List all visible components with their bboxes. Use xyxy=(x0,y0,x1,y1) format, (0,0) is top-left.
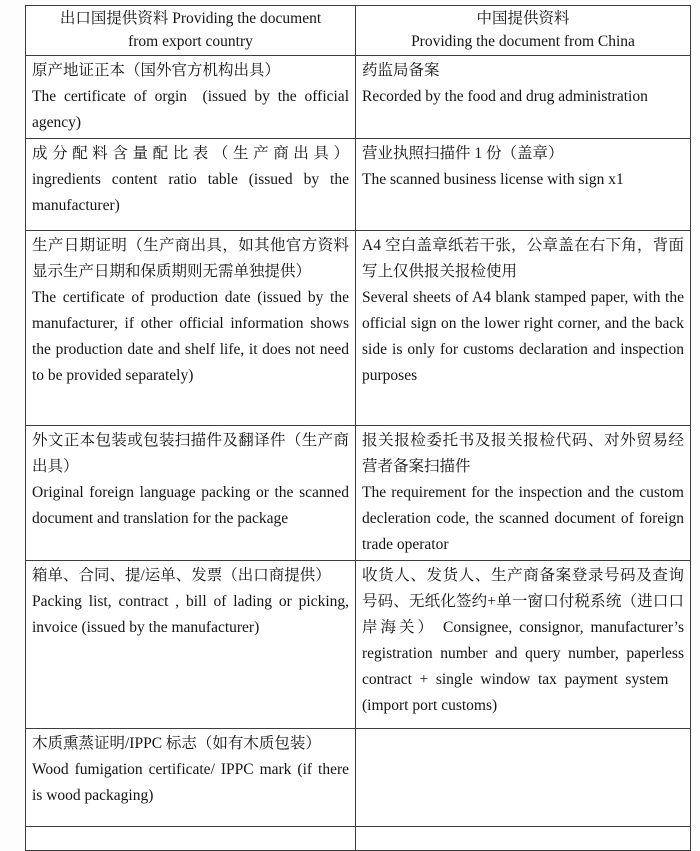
cell-ingredients-ratio-table xyxy=(26,139,356,231)
cell-empty xyxy=(26,827,356,851)
table-row xyxy=(26,729,691,827)
cell-text-en: ingredients content ratio table (issued by the manufacturer) xyxy=(32,171,349,214)
cell-text-zh: 生产日期证明（生产商出具，如其他官方资料显示生产日期和保质期则无需单独提供） xyxy=(32,237,349,280)
cell-certificate-of-origin xyxy=(26,56,356,139)
cell-packing-list-contract-invoice xyxy=(26,561,356,729)
table-row xyxy=(26,56,691,139)
table-row xyxy=(26,426,691,561)
header-cell-export-country xyxy=(26,6,356,56)
document-requirements-table xyxy=(25,5,691,851)
header-china-line-2: Providing the document from China xyxy=(411,33,635,50)
cell-text-zh: 药监局备案 xyxy=(362,62,440,79)
cell-business-license-scan xyxy=(356,139,691,231)
cell-a4-stamped-paper xyxy=(356,231,691,426)
cell-text-zh: 外文正本包装或包装扫描件及翻译件（生产商出具） xyxy=(32,432,349,475)
cell-production-date-certificate xyxy=(26,231,356,426)
header-export-line-2: from export country xyxy=(128,33,253,50)
cell-customs-declaration-codes xyxy=(356,426,691,561)
cell-text-zh-en: 收货人、发货人、生产商备案登录号码及查询号码、无纸化签约+单一窗口付税系统（进口口岸海关） Consignee, consignor, manufacturer’s registration number and query number, paperless contract + single window tax payment system (import port customs) xyxy=(362,567,684,714)
cell-text-en: The certificate of production date (issued by the manufacturer, if other official information shows the production date and shelf life, it does not need to be provided separately) xyxy=(32,289,349,384)
cell-text-zh: 木质熏蒸证明/IPPC 标志（如有木质包装） xyxy=(32,735,321,752)
cell-text-en: Several sheets of A4 blank stamped paper, with the official sign on the lower right corner, and the back side is only for customs declaration and inspection purposes xyxy=(362,289,684,384)
table-row xyxy=(26,231,691,426)
cell-foreign-packing-translation xyxy=(26,426,356,561)
cell-empty xyxy=(356,729,691,827)
cell-wood-fumigation-certificate xyxy=(26,729,356,827)
cell-text-en: The scanned business license with sign x1 xyxy=(362,171,624,188)
cell-text-zh: 箱单、合同、提/运单、发票（出口商提供） xyxy=(32,567,331,584)
cell-text-en: Wood fumigation certificate/ IPPC mark (if there is wood packaging) xyxy=(32,761,349,804)
cell-text-en: Original foreign language packing or the scanned document and translation for the package xyxy=(32,484,349,527)
table-row xyxy=(26,561,691,729)
table-row-empty xyxy=(26,827,691,851)
cell-text-zh: 报关报检委托书及报关报检代码、对外贸易经营者备案扫描件 xyxy=(362,432,684,475)
cell-text-zh: A4 空白盖章纸若干张，公章盖在右下角，背面写上仅供报关报检使用 xyxy=(362,237,684,280)
cell-text-en: The certificate of orgin (issued by the official agency) xyxy=(32,88,349,131)
cell-text-en: The requirement for the inspection and the custom decleration code, the scanned document of foreign trade operator xyxy=(362,484,684,553)
cell-text-en: Recorded by the food and drug administration xyxy=(362,88,648,105)
table-header-row xyxy=(26,6,691,56)
header-china-line-1: 中国提供资料 xyxy=(476,10,570,27)
cell-text-zh: 原产地证正本（国外官方机构出具） xyxy=(32,62,281,79)
table-row xyxy=(26,139,691,231)
cell-drug-administration-record xyxy=(356,56,691,139)
cell-consignee-registration-numbers xyxy=(356,561,691,729)
cell-text-zh: 营业执照扫描件 1 份（盖章） xyxy=(362,145,564,162)
cell-text-zh: 成分配料含量配比表（生产商出具） xyxy=(32,145,349,162)
cell-empty xyxy=(356,827,691,851)
header-export-line-1: 出口国提供资料 Providing the document xyxy=(59,10,322,27)
header-cell-china xyxy=(356,6,691,56)
cell-text-en: Packing list, contract , bill of lading or picking, invoice (issued by the manufacturer) xyxy=(32,593,349,636)
